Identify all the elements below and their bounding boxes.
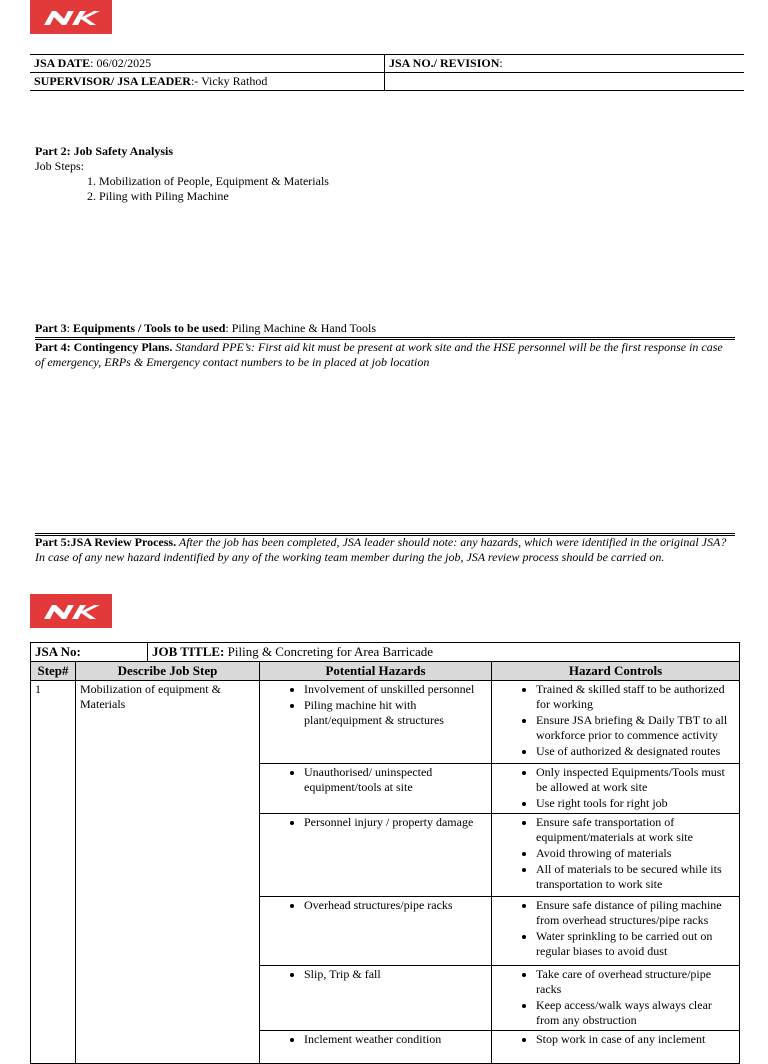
control-item: • Trained & skilled staff to be authorized for working [536,682,735,712]
hazards-cell [260,814,492,897]
supervisor-value: :- Vicky Rathod [190,74,268,88]
step-description: Mobilization of equipment & Materials [76,681,260,1064]
jsa-table [30,642,740,1064]
supervisor-label: SUPERVISOR/ JSA LEADER [34,74,191,88]
job-steps-list [35,174,329,204]
hazards-cell [260,897,492,966]
part5-title: Part 5:JSA Review Process. [35,535,177,549]
hazard-item: • Involvement of unskilled personnel [304,682,487,697]
hazard-item: • Piling machine hit with plant/equipment & structures [304,698,487,728]
jsa-header-table [30,54,744,91]
part3-section [35,321,376,336]
control-item: • Ensure safe transportation of equipment/materials at work site [536,815,735,845]
part3-label: Part 3 [35,321,67,335]
jsa-date-value: : 06/02/2025 [90,56,152,70]
part5-section [35,535,735,565]
part4-title: Part 4: Contingency Plans. [35,340,173,354]
jsa-date-cell [30,55,385,73]
part2-title: Part 2: Job Safety Analysis [35,144,173,158]
control-item: • Use right tools for right job [536,796,735,811]
part2-subtitle: Job Steps: [35,159,85,173]
control-item: • Keep access/walk ways always clear from any obstruction [536,998,735,1028]
controls-cell [492,681,740,764]
nk-logo-icon [42,601,100,621]
table-row [31,681,740,764]
jsa-no-label: JSA No: [35,644,81,659]
column-header: Step# [31,662,76,681]
supervisor-cell [30,73,385,91]
company-logo [30,594,112,628]
part3-value: : Piling Machine & Hand Tools [225,321,376,335]
control-item: • Use of authorized & designated routes [536,744,735,759]
part3-sep: : [66,321,73,335]
column-header: Potential Hazards [260,662,492,681]
jsa-date-label: JSA DATE [34,56,91,70]
controls-cell [492,1031,740,1064]
job-title-label: JOB TITLE: [152,644,225,659]
control-item: • Stop work in case of any inclement [536,1032,735,1047]
hazard-item: • Personnel injury / property damage [304,815,487,830]
step-number: 1 [31,681,76,1064]
control-item: • All of materials to be secured while its transportation to work site [536,862,735,892]
empty-cell [385,73,745,91]
controls-cell [492,897,740,966]
controls-cell [492,814,740,897]
job-step-item: 2. Piling with Piling Machine [99,189,329,204]
hazards-cell [260,966,492,1031]
column-header: Hazard Controls [492,662,740,681]
control-item: • Ensure safe distance of piling machine from overhead structures/pipe racks [536,898,735,928]
hazard-item: • Overhead structures/pipe racks [304,898,487,913]
hazards-cell [260,681,492,764]
control-item: • Take care of overhead structure/pipe racks [536,967,735,997]
hazard-item: • Slip, Trip & fall [304,967,487,982]
jsa-no-cell [385,55,745,73]
jsa-no-label: JSA NO./ REVISION [389,56,500,70]
jsa-no-value: : [499,56,503,70]
part2-section [35,144,329,204]
job-step-item: 1. Mobilization of People, Equipment & Materials [99,174,329,189]
column-header: Describe Job Step [76,662,260,681]
nk-logo-icon [42,7,100,27]
part4-text: Standard PPE’s: First aid kit must be present at work site and the HSE personnel will be the first response in case of emergency, ERPs & Emergency contact numbers to be in placed at job location [35,340,723,369]
control-item: • Ensure JSA briefing & Daily TBT to all workforce prior to commence activity [536,713,735,743]
controls-cell [492,966,740,1031]
job-title-value: Piling & Concreting for Area Barricade [224,644,434,659]
part4-section [35,340,735,370]
controls-cell [492,764,740,814]
hazards-cell [260,1031,492,1064]
jsa-no-cell [31,643,148,662]
company-logo [30,0,112,34]
part3-title: Equipments / Tools to be used [73,321,226,335]
hazard-item: • Unauthorised/ uninspected equipment/tools at site [304,765,487,795]
control-item: • Water sprinkling to be carried out on regular biases to avoid dust [536,929,735,959]
job-title-cell [148,643,740,662]
hazard-item: • Inclement weather condition [304,1032,487,1047]
part5-text: After the job has been completed, JSA leader should note: any hazards, which were identified in the original JSA? In case of any new hazard indentified by any of the working team member during the job, JSA review process should be carried on. [35,535,727,564]
hazards-cell [260,764,492,814]
control-item: • Only inspected Equipments/Tools must be allowed at work site [536,765,735,795]
control-item: • Avoid throwing of materials [536,846,735,861]
